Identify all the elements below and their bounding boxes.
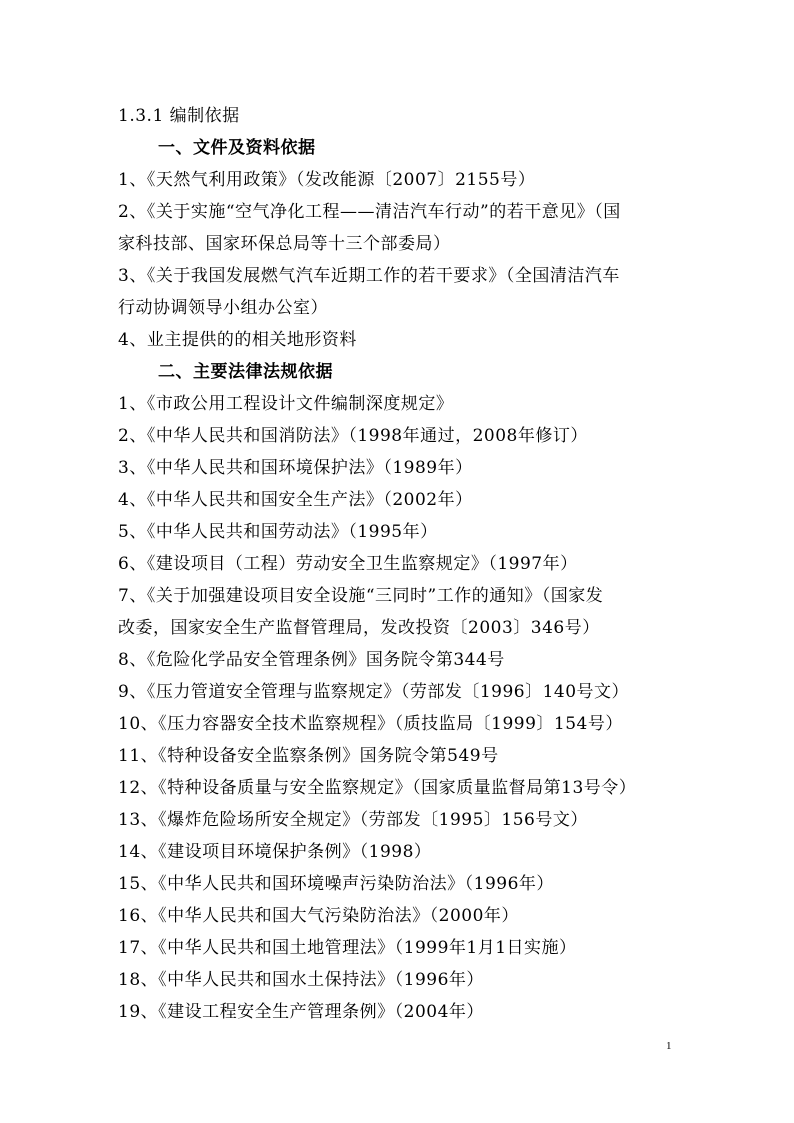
list-item: 14、《建设项目环境保护条例》（1998） bbox=[118, 842, 432, 862]
list-item: 15、《中华人民共和国环境噪声污染防治法》（1996年） bbox=[118, 874, 554, 894]
list-item: 6、《建设项目（工程）劳动安全卫生监察规定》（1997年） bbox=[118, 554, 578, 574]
section-title: 1.3.1 编制依据 bbox=[118, 106, 240, 126]
page-content bbox=[118, 100, 688, 1028]
list-item: 1、《市政公用工程设计文件编制深度规定》 bbox=[118, 394, 454, 414]
list-item-continuation: 家科技部、国家环保总局等十三个部委局） bbox=[118, 234, 451, 254]
list-item: 3、《中华人民共和国环境保护法》（1989年） bbox=[118, 458, 473, 478]
list-item: 2、《中华人民共和国消防法》（1998年通过，2008年修订） bbox=[118, 426, 588, 446]
list-item-continuation: 行动协调领导小组办公室） bbox=[118, 298, 328, 318]
list-item-continuation: 改委，国家安全生产监督管理局，发改投资〔2003〕346号） bbox=[118, 618, 600, 638]
list-item: 5、《中华人民共和国劳动法》（1995年） bbox=[118, 522, 438, 542]
list-item: 1、《天然气利用政策》（发改能源〔2007〕2155号） bbox=[118, 170, 536, 190]
list-item: 18、《中华人民共和国水土保持法》（1996年） bbox=[118, 970, 484, 990]
list-item: 12、《特种设备质量与安全监察规定》（国家质量监督局第13号令） bbox=[118, 778, 637, 798]
page-number: 1 bbox=[666, 1040, 672, 1052]
section-heading-documents: 一、文件及资料依据 bbox=[158, 138, 316, 158]
list-item: 4、业主提供的的相关地形资料 bbox=[118, 330, 357, 350]
list-item: 13、《爆炸危险场所安全规定》（劳部发〔1995〕156号文） bbox=[118, 810, 588, 830]
list-item: 4、《中华人民共和国安全生产法》（2002年） bbox=[118, 490, 473, 510]
list-item: 16、《中华人民共和国大气污染防治法》（2000年） bbox=[118, 906, 519, 926]
list-item: 9、《压力管道安全管理与监察规定》（劳部发〔1996〕140号文） bbox=[118, 682, 630, 702]
list-item: 10、《压力容器安全技术监察规程》（质技监局〔1999〕154号） bbox=[118, 714, 623, 734]
list-item: 8、《危险化学品安全管理条例》国务院令第344号 bbox=[118, 650, 505, 670]
list-item: 3、《关于我国发展燃气汽车近期工作的若干要求》（全国清洁汽车 bbox=[118, 266, 620, 286]
section-heading-laws: 二、主要法律法规依据 bbox=[158, 362, 333, 382]
list-item: 17、《中华人民共和国土地管理法》（1999年1月1日实施） bbox=[118, 938, 577, 958]
list-item: 2、《关于实施“空气净化工程——清洁汽车行动”的若干意见》（国 bbox=[118, 202, 621, 222]
list-item: 7、《关于加强建设项目安全设施“三同时”工作的通知》（国家发 bbox=[118, 586, 604, 606]
list-item: 11、《特种设备安全监察条例》国务院令第549号 bbox=[118, 746, 499, 766]
list-item: 19、《建设工程安全生产管理条例》（2004年） bbox=[118, 1002, 484, 1022]
